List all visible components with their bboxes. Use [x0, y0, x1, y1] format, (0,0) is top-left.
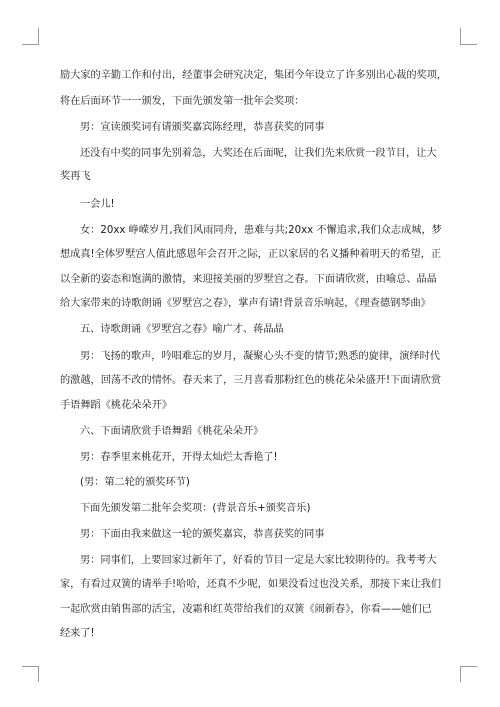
- body-line: 一起欣赏由销售部的活宝，凌霜和红英带给我们的双簧《闹新春》，你看——她们已: [60, 604, 432, 615]
- body-line: 奖再飞: [60, 171, 91, 182]
- crop-mark-bottom-left-horizontal: [22, 666, 39, 667]
- body-line: 经来了!: [60, 628, 95, 639]
- body-line: 给大家带来的诗歌朗诵《罗墅宫之春》，掌声有请!背景音乐响起，《理查德钢琴曲》: [60, 298, 431, 309]
- body-line: 以全新的姿态和饱满的激情，来迎接美丽的罗墅宫之春。下面请欣赏，由喻总、晶晶: [60, 274, 437, 285]
- crop-mark-top-left-horizontal: [22, 44, 39, 45]
- crop-mark-top-left-vertical: [38, 28, 39, 44]
- dialogue-line: 男：宣读颁奖词有请颁奖嘉宾陈经理，恭喜获奖的同事: [80, 122, 325, 133]
- crop-mark-bottom-right-horizontal: [460, 666, 477, 667]
- stage-direction: (男：第二轮的颁奖环节): [80, 477, 190, 488]
- body-line: 励大家的辛勤工作和付出，经董事会研究决定，集团今年设立了许多别出心裁的奖项，: [60, 70, 448, 81]
- crop-mark-top-right-horizontal: [460, 44, 477, 45]
- dialogue-line: 男：下面由我来做这一轮的颁奖嘉宾，恭喜获奖的同事: [80, 529, 325, 540]
- crop-mark-bottom-right-vertical: [460, 666, 461, 682]
- body-line: 还没有中奖的同事先别着急，大奖还在后面呢，让我们先来欣赏一段节目，让大: [80, 148, 437, 159]
- crop-mark-bottom-left-vertical: [38, 666, 39, 682]
- body-line: 想成真!全体罗墅宫人值此感恩年会召开之际，正以家居的名义播种着明天的希望，正: [60, 249, 442, 260]
- crop-mark-top-right-vertical: [460, 28, 461, 44]
- dialogue-line: 男：春季里来桃花开，开得太灿烂太香艳了!: [80, 452, 278, 463]
- body-line: 下面先颁发第二批年会奖项：(背景音乐+颁奖音乐): [80, 503, 311, 514]
- body-line: 手语舞蹈《桃花朵朵开》: [60, 400, 173, 411]
- dialogue-line: 男：同事们，上要回家过新年了，好看的节目一定是大家比较期待的。我考考大: [80, 555, 437, 566]
- body-line: 将在后面环节一一颁发，下面先颁发第一批年会奖项：: [60, 96, 305, 107]
- body-line: 家，有看过双簧的请举手!哈哈，还真不少呢，如果没看过也没关系，那接下来让我们: [60, 579, 442, 590]
- dialogue-line: 女：20xx 峥嵘岁月,我们风雨同舟，患难与共;20xx 不懈追求,我们众志成城，梦: [80, 225, 442, 236]
- body-line: 的激越，回荡不改的情怀。春天来了，三月喜看那粉红色的桃花朵朵盛开!下面请欣赏: [60, 375, 442, 386]
- body-line: 一会儿!: [80, 199, 115, 210]
- dialogue-line: 男：飞扬的歌声，吟唱难忘的岁月，凝聚心头不变的情节;熟悉的旋律，演绎时代: [80, 351, 440, 362]
- section-heading: 六、下面请欣赏手语舞蹈《桃花朵朵开》: [80, 426, 264, 437]
- section-heading: 五、诗歌朗诵《罗墅宫之春》喻广才、蒋晶晶: [80, 324, 284, 335]
